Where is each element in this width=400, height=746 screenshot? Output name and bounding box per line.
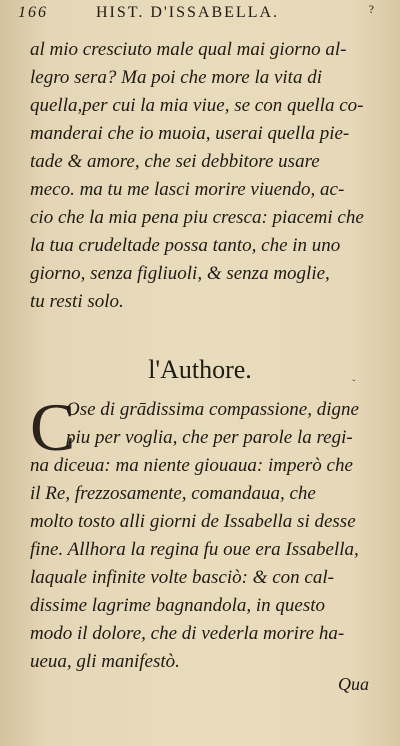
text-line: na diceua: ma niente giouaua: imperò che — [30, 455, 353, 476]
text-line: Ose di grādissima compassione, digne — [66, 399, 359, 420]
text-line: il Re, frezzosamente, comandaua, che — [30, 483, 316, 504]
text-line: modo il dolore, che di vederla morire ha- — [30, 623, 345, 644]
text-line: quella,per cui la mia viue, se con quella co- — [30, 95, 364, 116]
text-line: piu per voglia, che per parole la regi- — [66, 427, 353, 448]
corner-mark: ? — [368, 2, 376, 16]
text-line: tade & amore, che sei debbitore usare — [30, 151, 320, 172]
running-title: HIST. D'ISSABELLA. — [96, 4, 280, 21]
section-heading: l'Authore. — [148, 355, 252, 384]
text-line: giorno, senza figliuoli, & senza moglie, — [30, 263, 330, 284]
text-line: cio che la mia pena piu cresca: piacemi che — [30, 207, 364, 228]
text-line: tu resti solo. — [30, 291, 124, 312]
text-line: dissime lagrime bagnandola, in questo — [30, 595, 326, 616]
text-line: molto tosto alli giorni de Issabella si desse — [30, 511, 356, 532]
text-line: al mio cresciuto male qual mai giorno al- — [30, 39, 347, 60]
text-line: meco. ma tu me lasci morire viuendo, ac- — [30, 179, 345, 200]
text-line: laquale infinite volte basciò: & con cal- — [30, 567, 334, 588]
catchword: Qua — [338, 674, 369, 694]
text-line: manderai che io muoia, userai quella pie- — [30, 123, 350, 144]
drop-cap: C — [30, 389, 76, 465]
text-line: la tua crudeltade possa tanto, che in uno — [30, 235, 341, 256]
running-head — [18, 4, 382, 30]
text-line: ueua, gli manifestò. — [30, 651, 180, 672]
margin-mark: ˇ — [352, 378, 356, 390]
text-line: legro sera? Ma poi che more la vita di — [30, 67, 322, 88]
page-number: 166 — [18, 4, 48, 21]
text-line: fine. Allhora la regina fu oue era Issabella, — [30, 539, 359, 560]
